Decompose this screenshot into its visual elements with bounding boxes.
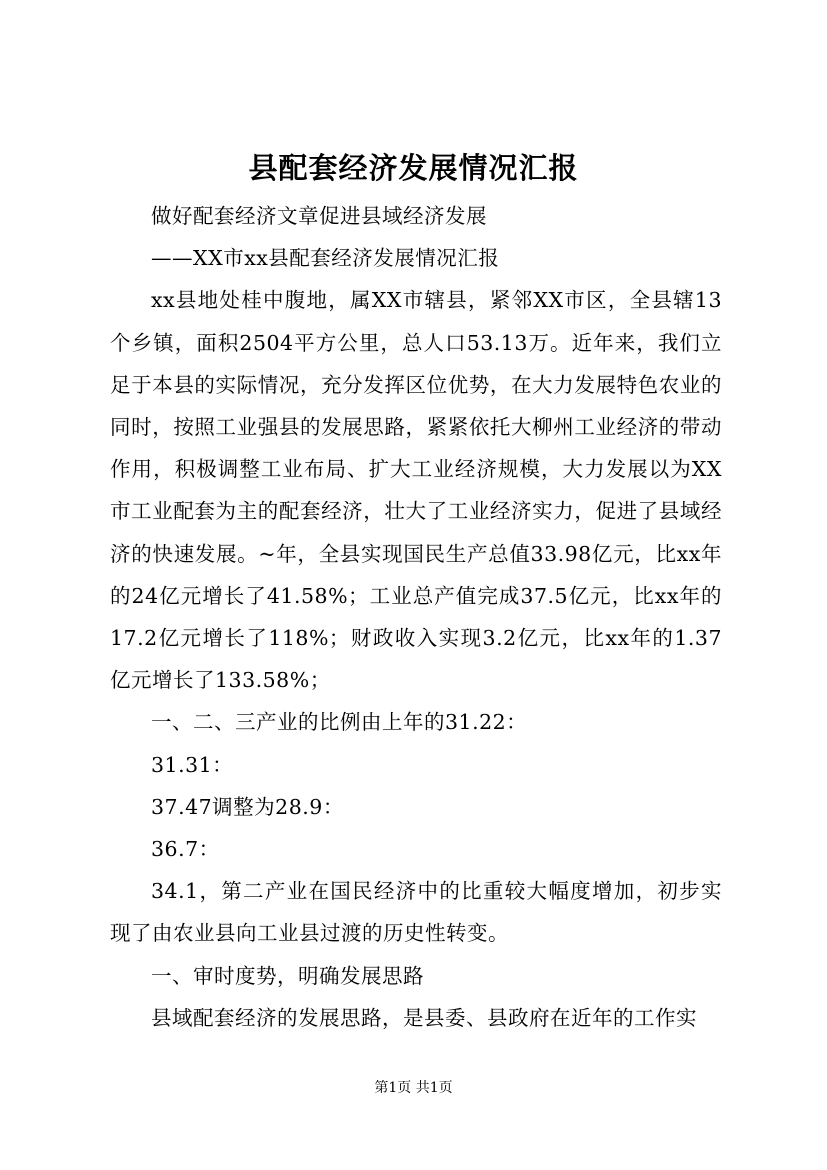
page-number-footer: 第1页 共1页 <box>374 1080 453 1096</box>
ratio-paragraph-5: 34.1，第二产业在国民经济中的比重较大幅度增加，初步实现了由农业县向工业县过渡的历史性转变。 <box>110 879 722 946</box>
subtitle-paragraph: 做好配套经济文章促进县域经济发展 <box>151 204 487 228</box>
ratio-paragraph-2: 31.31： <box>151 752 234 777</box>
ratio-paragraph-1: 一、二、三产业的比例由上年的31.22： <box>151 710 528 735</box>
overview-paragraph: xx县地处桂中腹地，属XX市辖县，紧邻XX市区，全县辖13个乡镇，面积2504平方公里，总人口53.13万。近年来，我们立足于本县的实际情况，充分发挥区位优势，在大力发展特色农业的同时，按照工业强县的发展思路，紧紧依托大柳州工业经济的带动作用，积极调整工业布局、扩大工业经济规模，大力发展以为XX市工业配套为主的配套经济，壮大了工业经济实力，促进了县域经济的快速发展。~年，全县实现国民生产总值33.98亿元，比xx年的24亿元增长了41.58%；工业总产值完成37.5亿元，比xx年的17.2亿元增长了118%；财政收入实现3.2亿元，比xx年的1.37亿元增长了133.58%； <box>110 288 722 693</box>
section-body-paragraph: 县域配套经济的发展思路，是县委、县政府在近年的工作实 <box>151 1005 697 1030</box>
document-title: 县配套经济发展情况汇报 <box>248 151 579 185</box>
ratio-paragraph-4: 36.7： <box>151 837 220 862</box>
document-body <box>110 195 722 1039</box>
ratio-paragraph-3: 37.47调整为28.9： <box>151 794 344 819</box>
section-heading: 一、审时度势，明确发展思路 <box>151 963 424 988</box>
report-subtitle-paragraph: ——XX市xx县配套经济发展情况汇报 <box>151 246 500 271</box>
